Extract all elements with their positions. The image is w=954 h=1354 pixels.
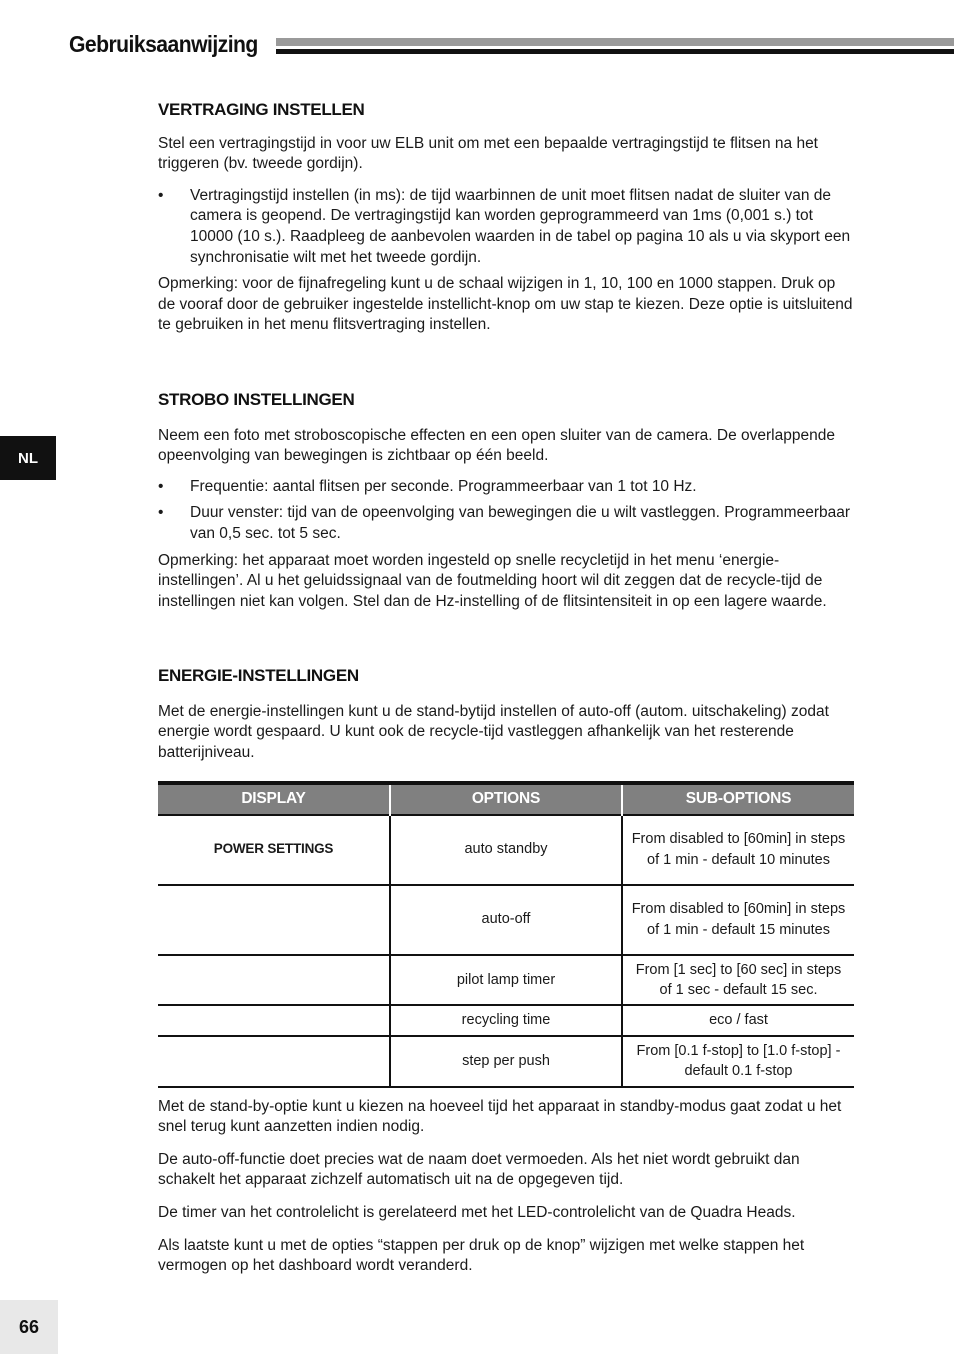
table-cell-sub-option: From disabled to [60min] in steps of 1 min - default 10 minutes <box>622 815 854 885</box>
section-energie <box>158 666 854 1277</box>
table-row <box>158 815 854 885</box>
table-cell-display: POWER SETTINGS <box>158 815 390 885</box>
page-header-title: Gebruiksaanwijzing <box>69 31 258 57</box>
table-row <box>158 955 854 1006</box>
page-number: 66 <box>0 1300 58 1354</box>
section-heading: STROBO INSTELLINGEN <box>158 389 355 409</box>
paragraph: Als laatste kunt u met de opties “stappen per druk op de knop” wijzigen met welke stappen het vermogen op het dashboard wordt veranderd. <box>158 1236 805 1275</box>
column-header-display: DISPLAY <box>158 783 390 815</box>
section-note: Opmerking: voor de fijnafregeling kunt u de schaal wijzigen in 1, 10, 100 en 1000 stappen. Druk op de vooraf door de gebruiker ingestelde instellicht-knop om uw stap te kiezen. Deze optie is uitsluitend te gebruiken in het menu flitsvertraging instellen. <box>158 275 853 334</box>
closing-paragraphs <box>158 1097 854 1277</box>
section-vertraging <box>158 100 854 336</box>
column-header-sub-options: SUB-OPTIONS <box>622 783 854 815</box>
section-heading: VERTRAGING INSTELLEN <box>158 100 365 119</box>
header-rule-black <box>276 49 954 54</box>
section-heading: ENERGIE-INSTELLINGEN <box>158 666 359 686</box>
bullet-list <box>158 186 854 268</box>
bullet-item: • Vertragingstijd instellen (in ms): de tijd waarbinnen de unit moet flitsen nadat de sluiter van de camera is geopend. De vertragingstijd kan worden geprogrammeerd van 1ms (0,001 s.) tot 10000 (10 s.). Raadpleeg de aanbevolen waarden in de tabel op pagina 10 als u via skyport een synchronisatie wilt met het tweede gordijn. <box>158 186 854 268</box>
power-settings-table <box>158 781 854 1088</box>
table-cell-option: auto standby <box>390 815 622 885</box>
table-cell-display <box>158 885 390 955</box>
section-intro: Stel een vertragingstijd in voor uw ELB unit om met een bepaalde vertragingstijd te flitsen na het triggeren (bv. tweede gordijn). <box>158 134 818 173</box>
table-cell-option: step per push <box>390 1036 622 1087</box>
section-note: Opmerking: het apparaat moet worden ingesteld op snelle recycletijd in het menu ‘energie-instellingen’. Al u het geluidssignaal van de foutmelding hoort wil dit zeggen dat de recycle-tijd de instellingen niet kan volgen. Stel dan de Hz-instelling of de flitsintensiteit in op een lagere waarde. <box>158 551 827 610</box>
table-cell-display <box>158 1005 390 1035</box>
bullet-list <box>158 477 854 545</box>
table-cell-sub-option: From disabled to [60min] in steps of 1 min - default 15 minutes <box>622 885 854 955</box>
table-row <box>158 1036 854 1087</box>
paragraph: De timer van het controlelicht is gerelateerd met het LED-controlelicht van de Quadra Heads. <box>158 1204 796 1222</box>
table-cell-option: recycling time <box>390 1005 622 1035</box>
table-row <box>158 885 854 955</box>
page-content <box>158 100 854 1289</box>
table-cell-display <box>158 955 390 1006</box>
bullet-item: • Duur venster: tijd van de opeenvolging van bewegingen die u wilt vastleggen. Programmeerbaar van 0,5 sec. tot 5 sec. <box>158 503 854 544</box>
column-header-options: OPTIONS <box>390 783 622 815</box>
language-tab: NL <box>0 436 56 480</box>
section-strobo <box>158 390 854 612</box>
table-cell-display <box>158 1036 390 1087</box>
table-cell-option: pilot lamp timer <box>390 955 622 1006</box>
section-intro: Met de energie-instellingen kunt u de stand-bytijd instellen of auto-off (autom. uitschakeling) zodat energie wordt gespaard. U kunt ook de recycle-tijd vastleggen afhankelijk van het resterende batterijniveau. <box>158 702 829 762</box>
header-rule-grey <box>276 38 954 46</box>
table-cell-sub-option: eco / fast <box>622 1005 854 1035</box>
bullet-item: • Frequentie: aantal flitsen per seconde. Programmeerbaar van 1 tot 10 Hz. <box>158 477 854 498</box>
table-cell-sub-option: From [0.1 f-stop] to [1.0 f-stop] - default 0.1 f-stop <box>622 1036 854 1087</box>
table-cell-sub-option: From [1 sec] to [60 sec] in steps of 1 sec - default 15 sec. <box>622 955 854 1006</box>
table-row <box>158 1005 854 1035</box>
section-intro: Neem een foto met stroboscopische effecten en een open sluiter van de camera. De overlappende opeenvolging van bewegingen is zichtbaar op één beeld. <box>158 426 835 465</box>
table-cell-option: auto-off <box>390 885 622 955</box>
paragraph: De auto-off-functie doet precies wat de naam doet vermoeden. Als het niet wordt gebruikt dan schakelt het apparaat zichzelf automatisch uit na de opgegeven tijd. <box>158 1150 800 1189</box>
paragraph: Met de stand-by-optie kunt u kiezen na hoeveel tijd het apparaat in standby-modus gaat zodat u het snel terug kunt aanzetten indien nodig. <box>158 1097 842 1136</box>
table-header-row <box>158 783 854 815</box>
